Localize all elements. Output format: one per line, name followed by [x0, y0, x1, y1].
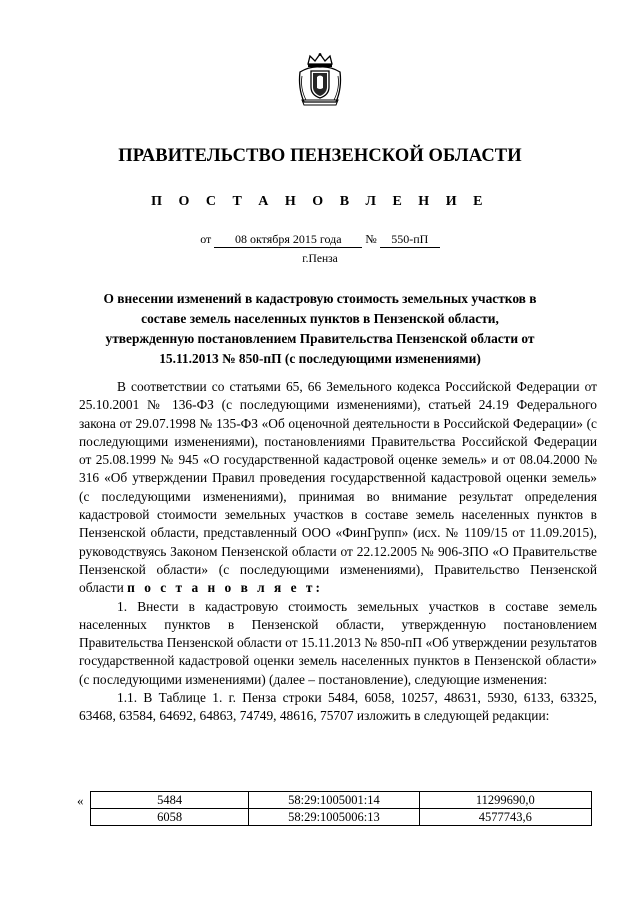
table-cell-cadastral-value: 11299690,0: [419, 792, 591, 809]
date-prefix: от: [200, 232, 212, 246]
number-prefix: №: [365, 232, 377, 246]
table-row: [91, 792, 592, 809]
table-cell-row-number: 6058: [91, 809, 249, 826]
document-date: 08 октября 2015 года: [214, 232, 362, 248]
document-type: П О С Т А Н О В Л Е Н И Е: [151, 194, 489, 209]
table-cell-cadastral-number: 58:29:1005001:14: [249, 792, 420, 809]
item-1-paragraph: 1. Внести в кадастровую стоимость земельных участков в составе земель населенных пунктов в Пензенской области, утвержденную постановлением Правительства Пензенской области от 15.11.2013 № 850-пП «Об утверждении результатов государственной кадастровой оценки земель населенных пунктов в Пензенской области» (с последующими изменениями) (далее – постановление), следующие изменения:: [79, 598, 597, 687]
document-subject: О внесении изменений в кадастровую стоимость земельных участков в составе земель населенных пунктов в Пензенской области, утвержденную постановлением Правительства Пензенской области от 15.11.2013 № 850-пП (с последующими изменениями): [103, 291, 537, 366]
preamble-paragraph: [79, 378, 597, 598]
city-name: г.Пенза: [302, 253, 338, 265]
item-1-1-paragraph: 1.1. В Таблице 1. г. Пенза строки 5484, 6058, 10257, 48631, 5930, 6133, 63325, 63468, 63584, 64692, 64863, 74749, 48616, 75707 изложить в следующей редакции:: [79, 690, 597, 724]
date-number-line: [0, 232, 640, 248]
table-cell-cadastral-value: 4577743,6: [419, 809, 591, 826]
preamble-text: В соответствии со статьями 65, 66 Земельного кодекса Российской Федерации от 25.10.2001 № 136-ФЗ (с последующими изменениями), статьей 24.19 Федерального закона от 29.07.1998 № 135-ФЗ «Об оценочной деятельности в Российской Федерации» (с последующими изменениями), постановлениями Правительства Российской Федерации от 25.08.1999 № 945 «О государственной кадастровой оценке земель» и от 08.04.2000 № 316 «Об утверждении Правил проведения государственной кадастровой оценки земель» (с последующими изменениями), принимая во внимание результат определения кадастровой стоимости земельных участков в составе земель населенных пунктов в Пензенской области, представленный ООО «ФинГрупп» (исх. № 1109/15 от 11.09.2015), руководствуясь Законом Пензенской области от 22.12.2005 № 906-ЗПО «О Правительстве Пензенской области» (с последующими изменениями), Правительство Пензенской области: [79, 379, 597, 596]
table-cell-row-number: 5484: [91, 792, 249, 809]
coat-of-arms-emblem-icon: [296, 52, 344, 106]
document-number: 550-пП: [380, 232, 440, 248]
document-body: [79, 378, 597, 726]
opening-quote: «: [77, 793, 84, 808]
decree-word: п о с т а н о в л я е т:: [127, 580, 323, 596]
table-row: [91, 809, 592, 826]
cadastral-table: [90, 791, 592, 826]
table-cell-cadastral-number: 58:29:1005006:13: [249, 809, 420, 826]
government-title: ПРАВИТЕЛЬСТВО ПЕНЗЕНСКОЙ ОБЛАСТИ: [118, 146, 522, 166]
